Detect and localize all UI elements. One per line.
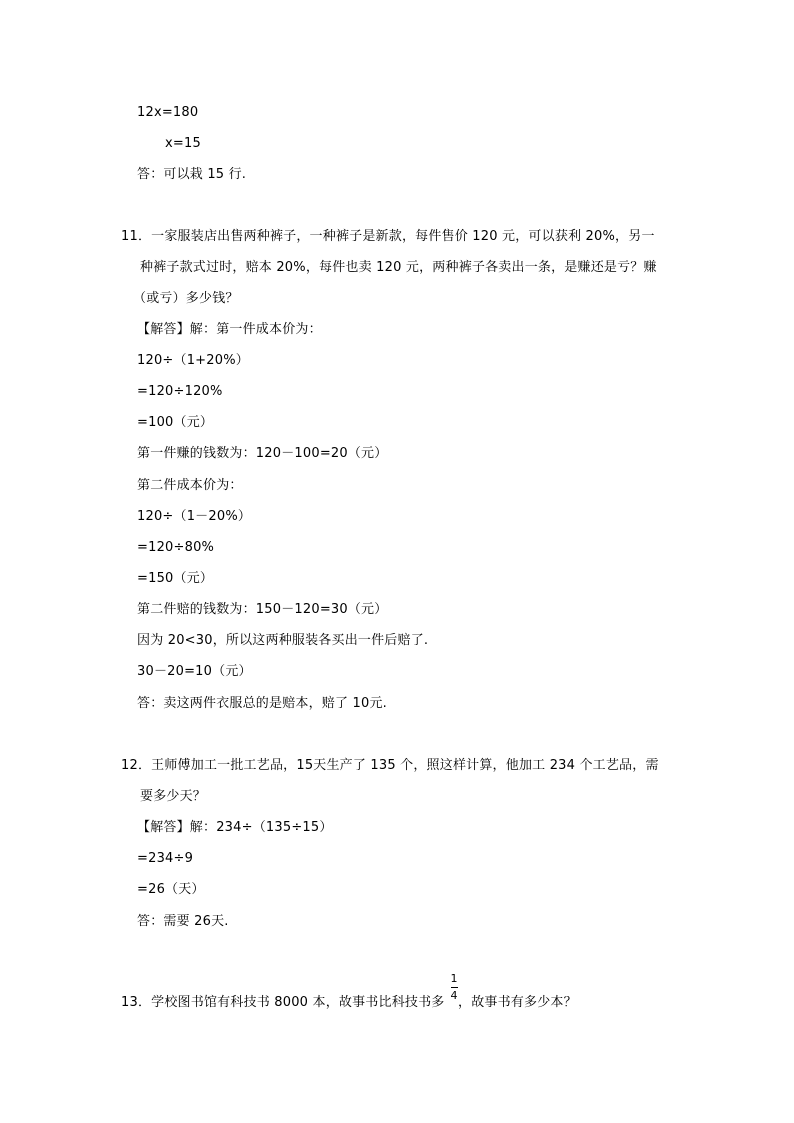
q12-solution-line: =234÷9: [137, 851, 194, 866]
q13-stem-after: ，故事书有多少本？: [458, 995, 577, 1010]
prev-answer: 答：可以栽 15 行.: [137, 167, 247, 182]
prev-eq-1: 12x=180: [137, 105, 199, 120]
prev-eq-2: x=15: [165, 136, 201, 151]
q11-solution-line: 30－20=10（元）: [137, 664, 252, 679]
q11-solution-line: 第二件赔的钱数为：150－120=30（元）: [137, 602, 388, 617]
q11-solution-line: 因为 20<30，所以这两种服装各买出一件后赔了.: [137, 633, 429, 648]
q11-solution-line: =150（元）: [137, 571, 214, 586]
q11-solution-line: 120÷（1－20%）: [137, 509, 252, 524]
q11-solution-line: 【解答】解：第一件成本价为：: [137, 322, 322, 337]
q11-solution-line: =120÷120%: [137, 384, 223, 399]
q11-solution-line: =100（元）: [137, 415, 214, 430]
q11-solution-line: =120÷80%: [137, 540, 215, 555]
q12-solution-line: 【解答】解：234÷（135÷15）: [137, 820, 333, 835]
q11-solution-line: 第二件成本价为：: [137, 478, 243, 493]
q13-fraction-bar: [451, 987, 458, 988]
q13-fraction-numerator: 1: [450, 972, 458, 985]
q11-solution-line: 第一件赚的钱数为：120－100=20（元）: [137, 446, 388, 461]
q13-stem-before: 13．学校图书馆有科技书 8000 本，故事书比科技书多: [121, 995, 445, 1010]
q11-solution-line: 120÷（1+20%）: [137, 353, 249, 368]
q11-stem-line-3: （或亏）多少钱？: [133, 291, 239, 306]
q11-stem-line-1: 11．一家服装店出售两种裤子，一种裤子是新款，每件售价 120 元，可以获利 20%，另一: [121, 229, 655, 244]
q11-stem-line-2: 种裤子款式过时，赔本 20%，每件也卖 120 元，两种裤子各卖出一条，是赚还是亏？赚: [140, 260, 657, 275]
q12-answer: 答：需要 26天.: [137, 914, 229, 929]
q12-solution-line: =26（天）: [137, 882, 205, 897]
q11-answer: 答：卖这两件衣服总的是赔本，赔了 10元.: [137, 696, 388, 711]
q12-stem-line-2: 要多少天？: [140, 789, 207, 804]
q12-stem-line-1: 12．王师傅加工一批工艺品，15天生产了 135 个，照这样计算，他加工 234 个工艺品，需: [121, 758, 659, 773]
q13-fraction-denominator: 4: [450, 989, 458, 1002]
